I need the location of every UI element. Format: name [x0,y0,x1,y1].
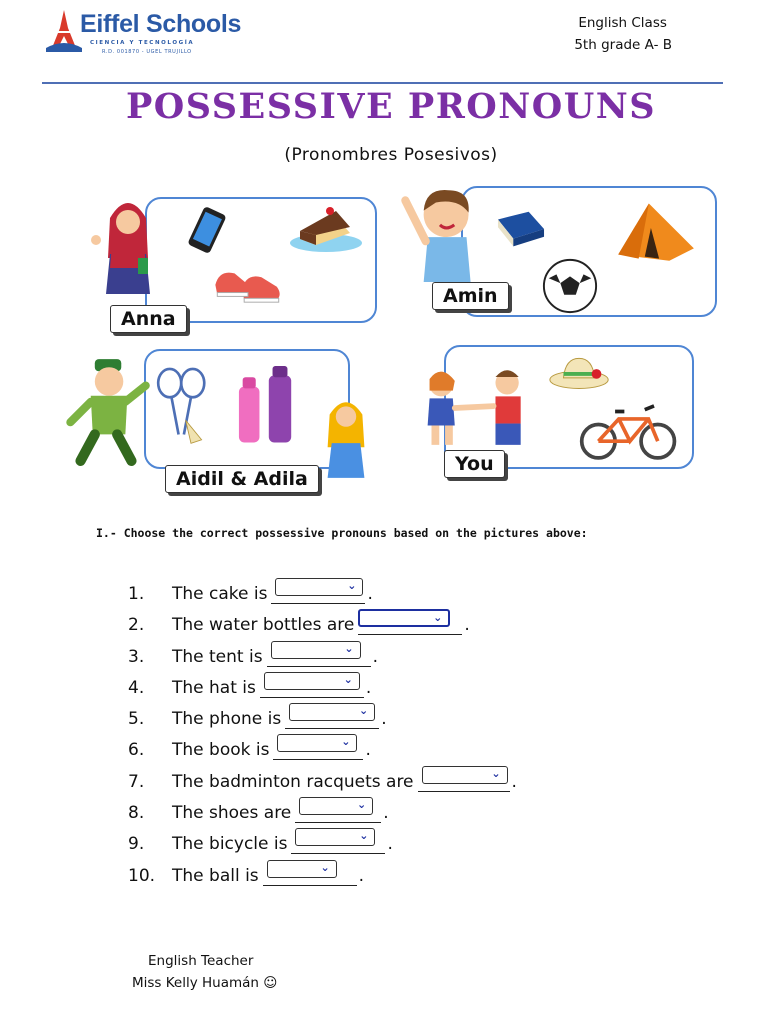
answer-dropdown[interactable] [277,734,357,752]
book-icon [492,206,550,254]
shoes-icon [207,258,289,306]
amin-boy-illustration [395,180,487,282]
adila-girl-illustration [315,390,377,482]
exercise-number: 8. [128,803,145,823]
exercise-text: The book is [172,740,270,760]
period: . [383,803,389,823]
teacher-name: Miss Kelly Huamán ☺ [132,975,278,991]
tent-icon [608,193,700,265]
exercise-number: 10. [128,866,156,886]
answer-blank [260,672,364,698]
period: . [365,740,371,760]
exercise-row [128,797,389,823]
answer-blank [267,641,371,667]
answer-blank [358,609,462,635]
water-bottles-icon [230,366,302,450]
chevron-down-icon: ⌄ [344,642,354,655]
exercise-text: The hat is [172,678,256,698]
name-tag-anna: Anna [110,305,187,333]
exercise-number: 9. [128,834,145,854]
school-subtitle: R.D. 001870 - UGEL TRUJILLO [102,49,192,55]
period: . [464,615,470,635]
answer-dropdown[interactable] [358,609,450,627]
class-name: English Class [578,15,667,31]
exercise-number: 4. [128,678,145,698]
answer-blank [291,828,385,854]
aidil-boy-illustration [60,355,152,467]
exercise-row [128,734,371,760]
exercise-row [128,641,378,667]
chevron-down-icon: ⌄ [320,861,330,874]
exercise-number: 3. [128,647,145,667]
period: . [381,709,387,729]
answer-dropdown[interactable] [289,703,375,721]
period: . [387,834,393,854]
period: . [511,772,517,792]
answer-blank [271,578,365,604]
bicycle-icon [578,398,680,464]
hat-icon [546,352,614,392]
anna-girl-illustration [88,188,168,298]
period: . [358,866,365,886]
exercise-row [128,578,373,604]
class-info [574,12,672,56]
phone-icon [177,205,237,255]
name-tag-amin: Amin [432,282,509,310]
period: . [365,678,372,698]
page-subtitle: (Pronombres Posesivos) [284,145,498,165]
chevron-down-icon: ⌄ [357,798,367,811]
exercise-number: 1. [128,584,145,604]
exercise-text: The tent is [172,647,263,667]
header-divider [42,82,723,84]
answer-blank [273,734,363,760]
answer-blank [295,797,381,823]
exercise-number: 2. [128,615,145,635]
answer-dropdown[interactable] [271,641,361,659]
exercise-text: The phone is [172,709,282,729]
exercise-row [128,609,470,635]
chevron-down-icon: ⌄ [433,611,443,624]
grade-label: 5th grade A- B [574,37,672,53]
exercise-number: 7. [128,772,145,792]
teacher-signature [132,950,277,994]
exercise-text: The water bottles are [172,615,355,635]
exercise-number: 6. [128,740,145,760]
exercise-row [128,672,371,698]
chevron-down-icon: ⌄ [347,579,357,592]
period: . [367,584,373,604]
instruction: I.- Choose the correct possessive pronouns based on the pictures above: [96,526,588,540]
teacher-role: English Teacher [148,953,254,969]
answer-dropdown[interactable] [275,578,363,596]
ball-icon [540,257,600,315]
children-shaking-hands-illustration [416,365,542,453]
exercise-row [128,703,387,729]
badminton-racquets-icon [152,366,214,448]
school-logo [42,8,242,68]
exercise-row [128,860,364,886]
answer-dropdown[interactable] [299,797,373,815]
chevron-down-icon: ⌄ [343,673,353,686]
answer-blank [418,766,510,792]
exercise-text: The cake is [172,584,268,604]
answer-blank [285,703,379,729]
cake-icon [286,201,366,255]
school-tagline: CIENCIA Y TECNOLOGÍA [90,40,195,46]
answer-dropdown[interactable] [267,860,337,878]
exercise-text: The ball is [172,866,259,886]
exercise-text: The shoes are [172,803,292,823]
exercise-row [128,766,517,792]
chevron-down-icon: ⌄ [341,735,351,748]
chevron-down-icon: ⌄ [359,829,369,842]
exercise-row [128,828,393,854]
answer-blank [263,860,357,886]
chevron-down-icon: ⌄ [359,704,369,717]
answer-dropdown[interactable] [422,766,508,784]
school-name: Eiffel Schools [80,10,242,38]
name-tag-aidil-adila: Aidil & Adila [165,465,319,493]
exercise-number: 5. [128,709,145,729]
exercise-text: The bicycle is [172,834,288,854]
period: . [372,647,378,667]
exercise-text: The badminton racquets are [172,772,414,792]
chevron-down-icon: ⌄ [491,767,501,780]
page-title: POSSESSIVE PRONOUNS [125,86,657,127]
answer-dropdown[interactable] [295,828,375,846]
answer-dropdown[interactable] [264,672,360,690]
name-tag-you: You [444,450,505,478]
